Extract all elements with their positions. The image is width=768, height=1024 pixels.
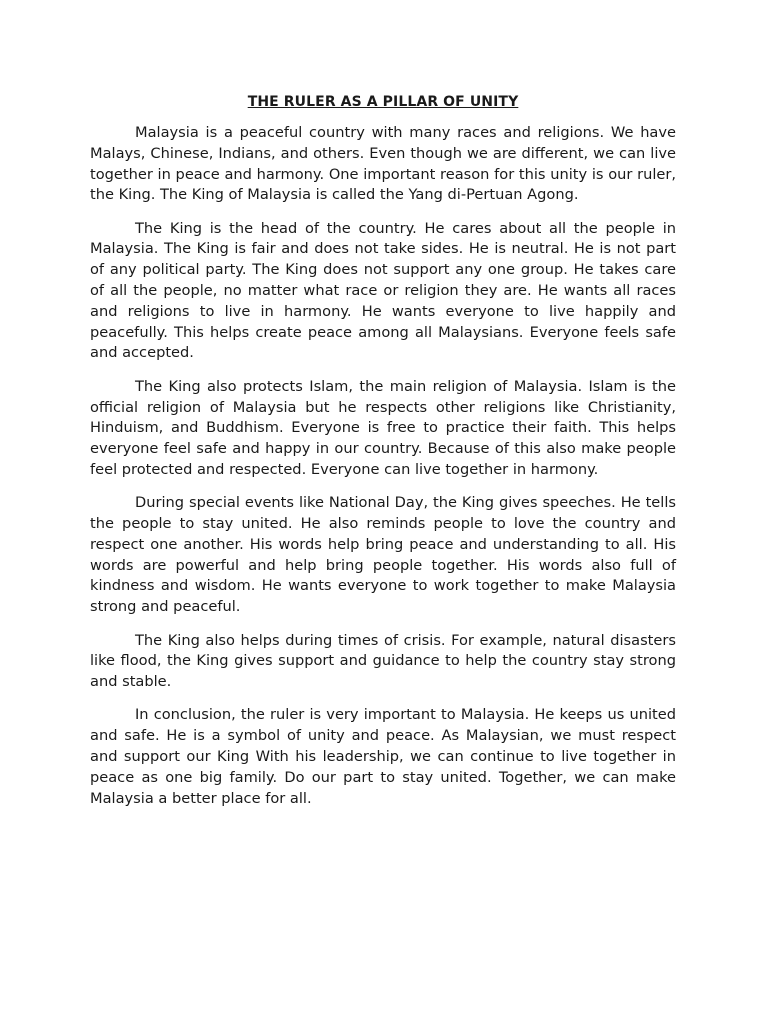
- paragraph-introduction: Malaysia is a peaceful country with many races and religions. We have Malays, Chinese, Indians, and others. Even though we are different, we can live together in peace and harmony. One important reason for this unity is our ruler, the King. The King of Malaysia is called the Yang di-Pertuan Agong.: [90, 124, 676, 204]
- paragraph-head-of-country: The King is the head of the country. He cares about all the people in Malaysia. The King is fair and does not take sides. He is neutral. He is not part of any political party. The King does not support any one group. He takes care of all the people, no matter what race or religion they are. He wants all races and religions to live in harmony. He wants everyone to live happily and peacefully. This helps create peace among all Malaysians. Everyone feels safe and accepted.: [90, 219, 676, 362]
- document-title: THE RULER AS A PILLAR OF UNITY: [247, 94, 519, 110]
- document-page: [90, 92, 676, 822]
- paragraph-special-events: During special events like National Day, the King gives speeches. He tells the people to stay united. He also reminds people to love the country and respect one another. His words help bring peace and understanding to all. His words are powerful and help bring people together. His words also full of kindness and wisdom. He wants everyone to work together to make Malaysia strong and peaceful.: [90, 494, 676, 616]
- paragraph-protects-islam: The King also protects Islam, the main religion of Malaysia. Islam is the official religion of Malaysia but he respects other religions like Christianity, Hinduism, and Buddhism. Everyone is free to practice their faith. This helps everyone feel safe and happy in our country. Because of this also make people feel protected and respected. Everyone can live together in harmony.: [90, 377, 676, 478]
- paragraph-times-of-crisis: The King also helps during times of crisis. For example, natural disasters like flood, the King gives support and guidance to help the country stay strong and stable.: [90, 631, 676, 691]
- paragraph-conclusion: In conclusion, the ruler is very important to Malaysia. He keeps us united and safe. He is a symbol of unity and peace. As Malaysian, we must respect and support our King With his leadership, we can continue to live together in peace as one big family. Do our part to stay united. Together, we can make Malaysia a better place for all.: [90, 706, 676, 807]
